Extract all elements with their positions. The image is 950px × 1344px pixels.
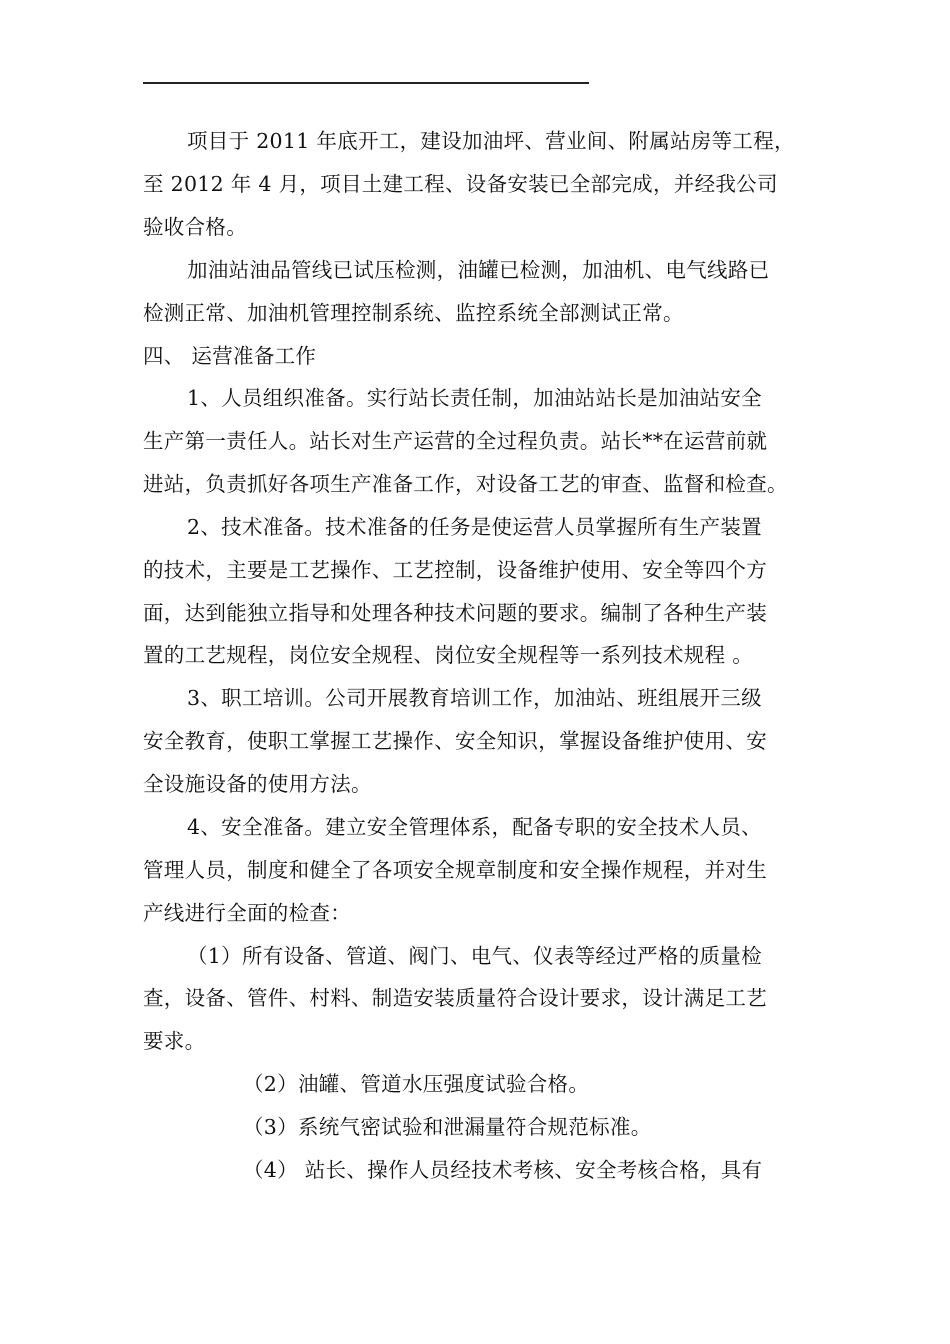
section-heading: 四、 运营准备工作 (143, 344, 317, 368)
text-line: 至 2012 年 4 月，项目土建工程、设备安装已全部完成，并经我公司 (143, 172, 778, 196)
text-line: 2、技术准备。技术准备的任务是使运营人员掌握所有生产装置 (187, 515, 762, 539)
text-line: 1、人员组织准备。实行站长责任制，加油站站长是加油站安全 (187, 386, 762, 410)
text-line: 检测正常、加油机管理控制系统、监控系统全部测试正常。 (143, 301, 684, 325)
text-line: 查，设备、管件、村料、制造安装质量符合设计要求，设计满足工艺 (143, 986, 767, 1010)
text-line: 的技术，主要是工艺操作、工艺控制，设备维护使用、安全等四个方 (143, 558, 767, 582)
list-item: （1）所有设备、管道、阀门、电气、仪表等经过严格的质量检 (187, 944, 762, 968)
text-line: 生产第一责任人。站长对生产运营的全过程负责。站长**在运营前就 (143, 429, 768, 453)
text-line: 加油站油品管线已试压检测，油罐已检测，加油机、电气线路已 (187, 258, 770, 282)
text-line: 进站，负责抓好各项生产准备工作，对设备工艺的审查、监督和检查。 (143, 472, 788, 496)
list-item: （2）油罐、管道水压强度试验合格。 (243, 1072, 590, 1096)
text-line: 项目于 2011 年底开工，建设加油坪、营业间、附属站房等工程， (187, 129, 795, 153)
text-line: 置的工艺规程，岗位安全规程、岗位安全规程等一系列技术规程 。 (143, 643, 754, 667)
text-line: 面，达到能独立指导和处理各种技术问题的要求。编制了各种生产装 (143, 601, 767, 625)
text-line: 产线进行全面的检查： (143, 901, 351, 925)
text-line: 管理人员，制度和健全了各项安全规章制度和安全操作规程，并对生 (143, 858, 767, 882)
text-line: 3、职工培训。公司开展教育培训工作，加油站、班组展开三级 (187, 686, 762, 710)
text-line: 4、安全准备。建立安全管理体系，配备专职的安全技术人员、 (187, 815, 762, 839)
list-item: （4） 站长、操作人员经技术考核、安全考核合格，具有 (243, 1158, 763, 1182)
list-item: （3）系统气密试验和泄漏量符合规范标准。 (243, 1115, 652, 1139)
text-line: 全设施设备的使用方法。 (143, 772, 372, 796)
text-line: 验收合格。 (143, 215, 247, 239)
header-rule (143, 82, 589, 84)
text-line: 要求。 (143, 1029, 206, 1053)
text-line: 安全教育，使职工掌握工艺操作、安全知识，掌握设备维护使用、安 (143, 729, 767, 753)
